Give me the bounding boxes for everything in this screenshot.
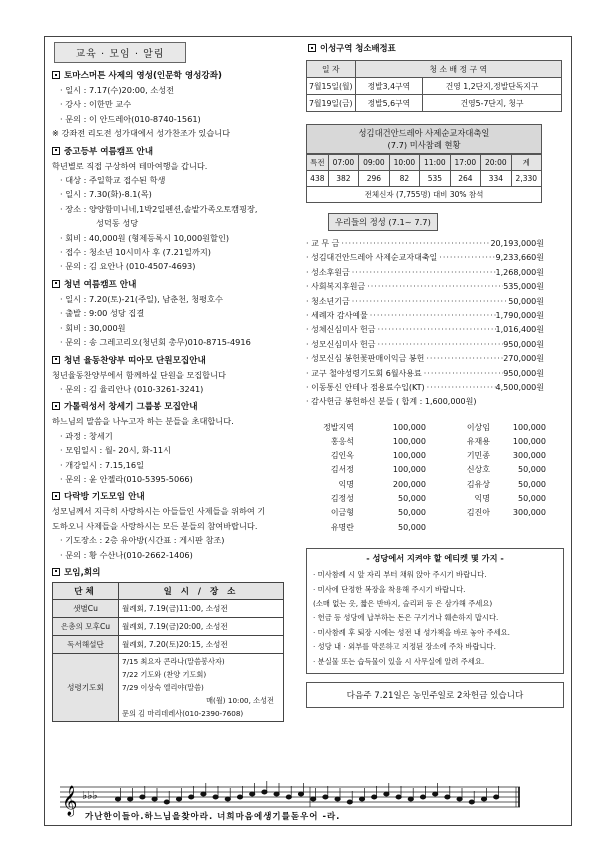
note-head <box>298 792 303 796</box>
info-line: 성덕동 성당 <box>96 218 139 229</box>
square-bullet-icon <box>52 568 60 576</box>
donors-table <box>310 420 547 534</box>
info-line: · 개강일시 : 7.15,16일 <box>52 458 298 472</box>
square-bullet-icon <box>52 71 60 79</box>
note-head <box>250 792 255 796</box>
section-title: 다락방 기도모임 안내 <box>52 490 298 504</box>
note-head <box>189 795 194 799</box>
table-row: 정발지역 100,000 이상임 100,000 <box>323 422 546 432</box>
note-head <box>176 797 181 801</box>
section-title: 청년 율동찬양부 띠아모 단원모집안내 <box>52 354 298 368</box>
table-row: 홍응석 100,000 유재용 100,000 <box>330 436 546 446</box>
list-item: · 이동통신 안테나 점용료수입(KT) ····· 4,500,000원 <box>306 381 544 395</box>
note-head <box>237 795 242 799</box>
info-line: · 일시 : 7.17(수)20:00, 소성전 <box>52 83 298 97</box>
note-head <box>433 792 438 796</box>
intro-line: 도하오니 사제들을 사랑하시는 모든 분들의 참여바랍니다. <box>52 520 258 531</box>
info-line: · 문의 : 황 수산나(010-2662-1406) <box>52 548 298 562</box>
list-item: · 청소년기금 ····· 50,000원 <box>306 295 544 309</box>
table-row: 유명란 50,000 <box>330 522 426 532</box>
list-item: · 감사헌금 봉헌하신 분들 ( 합계 : 1,600,000원) <box>306 397 477 407</box>
info-line: · 접수 : 청소년 10시미사 후 (7.21일까지) <box>52 245 298 259</box>
note-head <box>408 797 413 801</box>
section-title: 중고등부 여름캠프 안내 <box>52 145 298 159</box>
info-line: · 장소 : 양양함미니네,1박2일펜션,솔밭가족오토캠핑장, <box>52 202 298 216</box>
list-item: · 교구 철야성령기도회 6월사용료 ····· 950,000원 <box>306 367 544 381</box>
list-item: · 성김대건안드레아 사제순교자대축일 ····· 9,233,660원 <box>306 251 544 265</box>
info-line: · 문의 : 김 율리안나 (010-3261-3241) <box>52 382 298 396</box>
intro-line: 성모님께서 지극히 사랑하시는 아들들인 사제들을 위하여 기 <box>52 506 266 517</box>
info-line: · 일시 : 7.20(토)-21(주일), 남춘천, 청평호수 <box>52 292 298 306</box>
list-item: · 성모신심미사 헌금 ····· 950,000원 <box>306 338 544 352</box>
note-head <box>347 800 352 804</box>
info-line: · 문의 : 송 그레고리오(청년회 총무)010-8715-4916 <box>52 335 298 349</box>
section-header: 교육 · 모임 · 알림 <box>54 42 186 63</box>
square-bullet-icon <box>52 492 60 500</box>
attendance-table: 특전 07:00 09:00 10:00 11:00 17:00 20:00 계 438 382 296 82 535 264 334 2,330 전체신자 (7,755명) 대비 30% 참석 <box>306 154 542 203</box>
table-row: 김서정 100,000 신상호 50,000 <box>330 465 546 475</box>
list-item: · 사회복지후원금 ····· 535,000원 <box>306 280 544 294</box>
table-row: 7월15일(월) 정발3,4구역 건영 1,2단지,정발단독지구 <box>307 78 562 95</box>
list-item: · 교 무 금 ····· 20,193,000원 <box>306 237 544 251</box>
note-head <box>286 795 291 799</box>
intro-line: 학년별로 직접 구상하여 테마여행을 갑니다. <box>52 160 208 171</box>
info-line: · 일시 : 7.30(화)-8.1(목) <box>52 187 298 201</box>
note-head <box>372 795 377 799</box>
list-item: · 성소후원금 ····· 1,268,000원 <box>306 266 544 280</box>
intro-line: 청년율동찬양부에서 함께하실 단원을 모집합니다 <box>52 369 226 380</box>
note-head <box>140 795 145 799</box>
table-row: 독서해설단 월례회, 7.20(토)20:15, 소성전 <box>53 635 284 653</box>
flat-icon: ♭♭♭ <box>82 789 98 802</box>
note-head <box>457 797 462 801</box>
info-line: · 문의 : 이 안드레아(010-8740-1561) <box>52 112 298 126</box>
attendance-banner: 성김대건안드레아 사제순교자대축일 (7.7) 미사참례 현황 <box>306 124 542 154</box>
info-line: · 문의 : 윤 안젤라(010-5395-5066) <box>52 472 298 486</box>
list-item: · 성모신심 봉헌꽃판매이익금 봉헌 ····· 270,000원 <box>306 352 544 366</box>
table-row: 이금형 50,000 김진아 300,000 <box>330 508 546 518</box>
info-line: · 회비 : 30,000원 <box>52 321 298 335</box>
info-line: · 모임일시 : 월- 20시, 화-11시 <box>52 443 298 457</box>
square-bullet-icon <box>52 402 60 410</box>
offerings-title: 우리들의 정성 (7.1~ 7.7) <box>328 213 438 231</box>
note-line: ※ 강좌전 리도전 성가대에서 성가찬조가 있습니다 <box>52 128 231 139</box>
note-head <box>225 797 230 801</box>
note-head <box>274 792 279 796</box>
note-head <box>396 795 401 799</box>
info-line: · 과정 : 창세기 <box>52 429 298 443</box>
cleaning-table: 일 자 청 소 배 정 구 역 7월15일(월) 정발3,4구역 건영 1,2단지,정발단독지구 7월19일(금) 정발5,6구역 건영5-7단지, 청구 <box>306 60 562 112</box>
note-head <box>115 797 120 801</box>
note-head <box>359 797 364 801</box>
note-head <box>164 800 169 804</box>
next-week-notice: 다음주 7.21일은 농민주일로 2차헌금 있습니다 <box>306 682 564 708</box>
section-title: 청년 여름캠프 안내 <box>52 278 298 292</box>
table-row: 샛별Cu 월례회, 7.19(금)11:00, 소성전 <box>53 599 284 617</box>
section-title: 가톨릭성서 창세기 그룹봉 모집안내 <box>52 400 298 414</box>
note-head <box>384 792 389 796</box>
note-head <box>469 800 474 804</box>
square-bullet-icon <box>52 356 60 364</box>
intro-line: 하느님의 말씀을 나누고자 하는 분들을 초대합니다. <box>52 416 234 427</box>
table-row: 김정성 50,000 익명 50,000 <box>330 494 546 503</box>
list-item: · 성체신심미사 헌금 ····· 1,016,400원 <box>306 323 544 337</box>
info-line: · 기도장소 : 2층 유아방(시간표 : 게시판 참조) <box>52 533 298 547</box>
note-head <box>481 797 486 801</box>
note-head <box>420 795 425 799</box>
info-line: · 강사 : 이한만 교수 <box>52 97 298 111</box>
note-head <box>311 797 316 801</box>
note-head <box>201 792 206 796</box>
note-head <box>494 795 499 799</box>
info-line: · 문의 : 김 요안나 (010-4507-4693) <box>52 259 298 273</box>
info-line: · 대상 : 주일학교 접수된 학생 <box>52 173 298 187</box>
table-header: 단체 <box>53 582 119 599</box>
section-title: 모임,회의 <box>52 566 298 580</box>
note-head <box>323 795 328 799</box>
note-head <box>128 797 133 801</box>
note-head <box>213 795 218 799</box>
right-column <box>306 40 564 708</box>
square-bullet-icon <box>52 280 60 288</box>
treble-clef-icon: 𝄞 <box>62 786 78 816</box>
note-head <box>262 790 267 794</box>
table-row: 은총의 모후Cu 월례회, 7.19(금)20:00, 소성전 <box>53 617 284 635</box>
list-item: · 세례자 감사예물 ····· 1,790,000원 <box>306 309 544 323</box>
table-row: 7월19일(금) 정발5,6구역 건영5-7단지, 청구 <box>307 95 562 112</box>
section-title: 토마스머튼 사제의 영성(인문학 영성강좌) <box>52 69 298 83</box>
square-bullet-icon <box>308 44 316 52</box>
etiquette-box: - 성당에서 지켜야 할 에티켓 몇 가지 - · 미사참례 시 앞 자리 부터 채워 앉아 주시기 바랍니다. · 미사에 단정한 복장을 착용해 주시기 바랍니다. (소매 없는 옷, 짧은 반바지, 슬리퍼 등 은 삼가해 주세요) · 헌금 등 성당에 납부하는 돈은 구기거나 훼손하지 맙시다. · 미사참례 후 퇴장 시에는 성전 내 성가책을 바로 놓아 주세요. · 성당 내 · 외부를 막론하고 지정된 장소에 주차 바랍니다. · 분실물 또는 습득물이 있을 시 사무실에 알려 주세요. <box>306 548 564 674</box>
square-bullet-icon <box>52 147 60 155</box>
song-lyric: 가난한이들아.하느님을찾아라. 너희마음에생기를돋우어 -라. <box>85 812 341 822</box>
note-head <box>152 797 157 801</box>
table-row: 김인옥 100,000 기민종 300,000 <box>330 451 546 461</box>
info-line: · 회비 : 40,000원 (형제등록시 10,000원할인) <box>52 231 298 245</box>
table-row: 익명 200,000 김유상 50,000 <box>338 479 546 489</box>
section-title: 이성구역 청소배정표 <box>308 42 564 56</box>
table-row: 성령기도회 7/15 최요자 콘라나(말씀봉사자) 7/22 기도와 (찬양 기도회) 7/29 이상숙 엘리야(말씀) 매(월) 10:00, 소성전 문의 김 마리데레사(010-2390-7608) <box>53 653 284 721</box>
meetings-table <box>52 582 284 722</box>
offerings-list <box>306 237 544 410</box>
note-head <box>335 797 340 801</box>
info-line: · 출발 : 9:00 성당 집결 <box>52 306 298 320</box>
note-head <box>445 795 450 799</box>
table-header: 일 시 / 장 소 <box>119 582 284 599</box>
left-column <box>52 42 298 722</box>
